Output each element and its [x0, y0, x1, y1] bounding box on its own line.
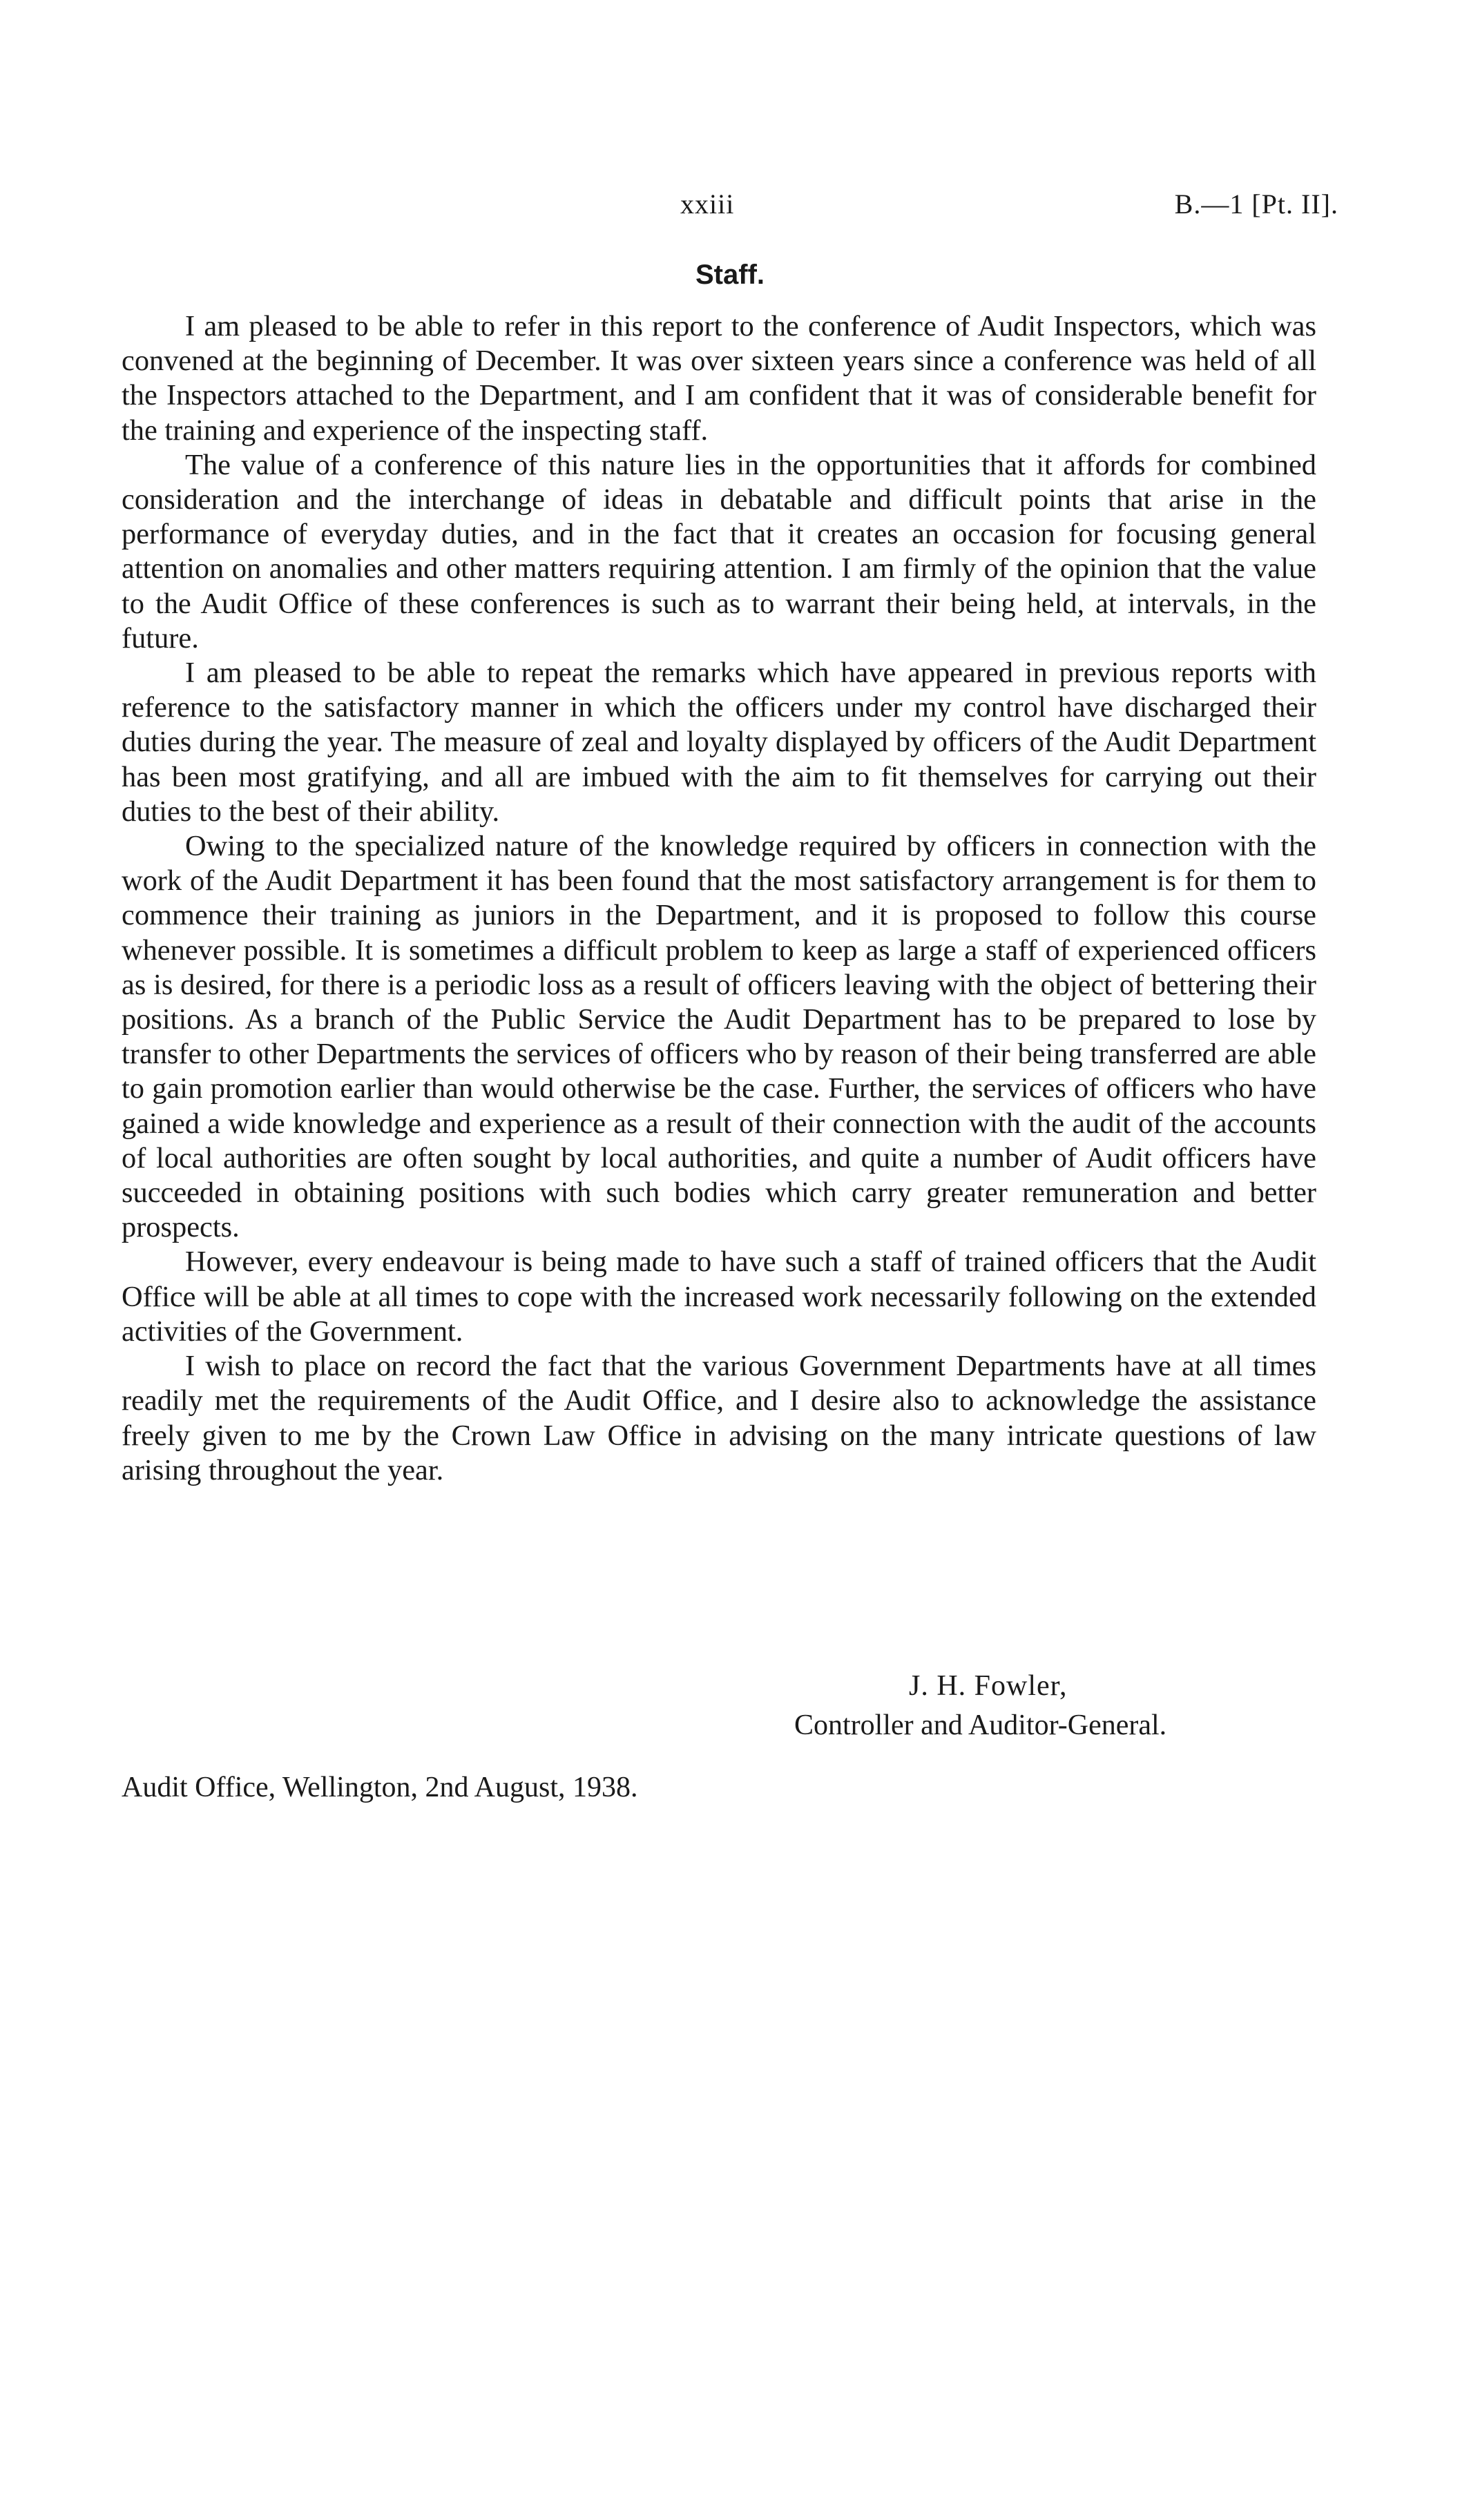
- report-body: [122, 309, 1316, 1488]
- report-reference: B.—1 [Pt. II].: [1174, 188, 1338, 220]
- signature-title: Controller and Auditor-General.: [794, 1709, 1167, 1741]
- page-number: xxiii: [680, 188, 735, 220]
- paragraph-conference-value: The value of a conference of this nature lies in the opportunities that it affords for combined consideration and the interchange of ideas in debatable and difficult points that arise in the performance of everyday duties, and in the fact that it creates an occasion for focusing general attention on anomalies and other matters requiring attention. I am firmly of the opinion that the value to the Audit Office of these conferences is such as to warrant their being held, at intervals, in the future.: [122, 448, 1316, 655]
- paragraph-training: Owing to the specialized nature of the knowledge required by officers in connection with the work of the Audit Department it has been found that the most satisfactory arrangement is for them to commence their training as juniors in the Department, and it is proposed to follow this course whenever possible. It is sometimes a difficult problem to keep as large a staff of experienced officers as is desired, for there is a periodic loss as a result of officers leaving with the object of bettering their positions. As a branch of the Public Service the Audit Department has to be prepared to lose by transfer to other Departments the services of officers who by reason of their being transferred are able to gain promotion earlier than would otherwise be the case. Further, the services of officers who have gained a wide knowledge and experience as a result of their connection with the audit of the accounts of local authorities are often sought by local authorities, and quite a number of Audit officers have succeeded in obtaining positions with such bodies which carry greater remuneration and better prospects.: [122, 830, 1316, 1244]
- signature-name: J. H. Fowler,: [909, 1670, 1068, 1702]
- paragraph-staff-duties: I am pleased to be able to repeat the remarks which have appeared in previous reports with reference to the satisfactory manner in which the officers under my control have discharged their duties during the year. The measure of zeal and loyalty displayed by officers of the Audit Department has been most gratifying, and all are imbued with the aim to fit themselves for carrying out their duties to the best of their ability.: [122, 657, 1316, 828]
- paragraph-endeavour: However, every endeavour is being made to have such a staff of trained officers that the Audit Office will be able at all times to cope with the increased work necessarily following on the extended activities of the Government.: [122, 1246, 1316, 1348]
- section-heading: Staff.: [695, 260, 765, 290]
- paragraph-acknowledgement: I wish to place on record the fact that the various Government Departments have at all times readily met the requirements of the Audit Office, and I desire also to acknowledge the assistance freely given to me by the Crown Law Office in advising on the many intricate questions of law arising throughout the year.: [122, 1350, 1316, 1486]
- paragraph-conference: I am pleased to be able to refer in this report to the conference of Audit Inspectors, which was convened at the beginning of December. It was over sixteen years since a conference was held of all the Inspectors attached to the Department, and I am confident that it was of considerable benefit for the training and experience of the inspecting staff.: [122, 310, 1316, 447]
- place-and-date: Audit Office, Wellington, 2nd August, 1938.: [122, 1772, 638, 1803]
